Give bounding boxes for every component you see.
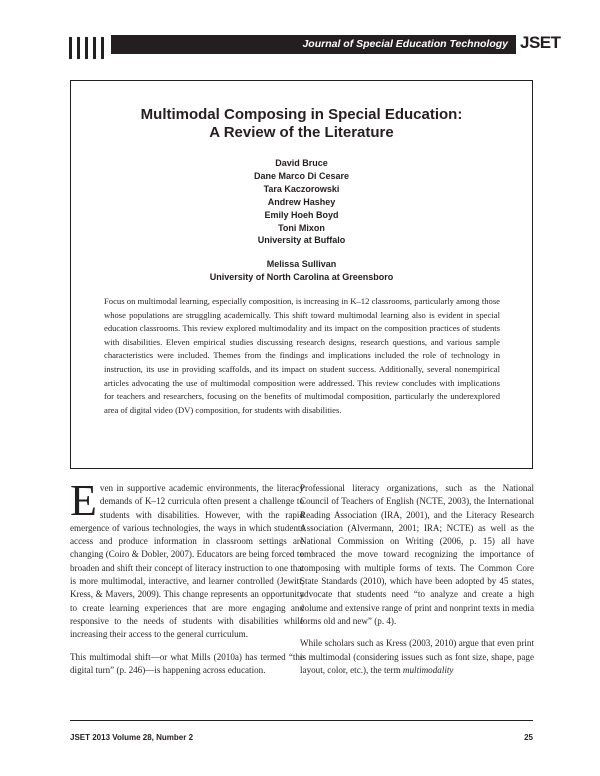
title-line-1: Multimodal Composing in Special Education: (140, 106, 463, 123)
journal-logo: JSET (520, 33, 561, 52)
author-name: Toni Mixon (278, 222, 325, 233)
author-name: Andrew Hashey (267, 196, 336, 207)
title-line-2: A Review of the Literature (209, 124, 394, 141)
body-paragraph: This multimodal shift—or what Mills (2010a) has termed “the digital turn” (p. 246)—is happening across education. (70, 651, 304, 675)
affiliation: University of North Carolina at Greensboro (209, 271, 394, 282)
footer-issue-info: JSET 2013 Volume 28, Number 2 (70, 733, 194, 742)
affiliation: University at Buffalo (257, 235, 346, 246)
author-list-2 (70, 258, 533, 284)
author-name: Emily Hoeh Boyd (264, 209, 339, 220)
footer-rule (70, 720, 533, 721)
author-name: Tara Kaczorowski (263, 183, 340, 194)
author-list (70, 157, 533, 247)
author-name: Melissa Sullivan (266, 259, 337, 269)
body-paragraph (70, 476, 304, 642)
journal-name-banner: Journal of Special Education Technology (111, 35, 516, 54)
drop-cap: E (70, 476, 97, 525)
page-number: 25 (524, 733, 533, 742)
header-bars-decoration (69, 37, 104, 59)
body-paragraph (300, 637, 534, 677)
author-name: David Bruce (275, 158, 328, 168)
paragraph-text: ven in supportive academic environments, the literacy demands of K–12 curricula often present a challenge to students with disabilities. However, with the rapid emergence of various technologies, the ways in which students access and produce information in classroom settings are changing (Coiro & Dobler, 2007). Educators are being forced to broaden and shift their concept of literacy instruction to one that is more multimodal, interactive, and learner controlled (Jewitt, Kress, & Mavers, 2009). This change represents an opportunity to create learning experiences that are more engaging and responsive to the needs of students with disabilities while increasing their access to the general curriculum. (70, 483, 304, 640)
italic-term: multimodality (402, 664, 454, 675)
article-title (70, 106, 533, 142)
abstract-text: Focus on multimodal learning, especially composition, is increasing in K–12 classrooms, particularly among those whose populations are struggling academically. This shift toward multimodal learning also is evident in special education classrooms. This review explored multimodality and its impact on the composition practices of students with disabilities. Eleven empirical studies discussing research designs, research questions, and various sample characteristics were included. Themes from the findings and implications included the role of technology in instruction, its use in providing scaffolds, and its impact on student success. Additionally, several nonempirical articles advocating the use of multimodal composition were addressed. This review concludes with implications for teachers and researchers, focusing on the benefits of multimodal composition, particularly the underexplored area of digital video (DV) composition, for students with disabilities. (104, 296, 500, 415)
author-name: Dane Marco Di Cesare (253, 170, 350, 181)
body-paragraph: Professional literacy organizations, such as the National Council of Teachers of English (NCTE, 2003), the International Reading Association (IRA, 2001), and the Literacy Research Association (Alvermann, 2001; IRA; NCTE) as well as the National Commission on Writing (2006, p. 15) all have embraced the move toward recognizing the importance of composing with multiple forms of texts. The Common Core State Standards (2010), which have been adopted by 45 states, advocate that students need “to analyze and create a high volume and extensive range of print and nonprint texts in media forms old and new” (p. 4). (300, 483, 534, 626)
body-column-right (300, 482, 534, 686)
body-column-left (70, 476, 304, 686)
paragraph-text: While scholars such as Kress (2003, 2010) argue that even print is multimodal (considering issues such as font size, shape, page layout, color, etc.), the term (300, 638, 534, 675)
